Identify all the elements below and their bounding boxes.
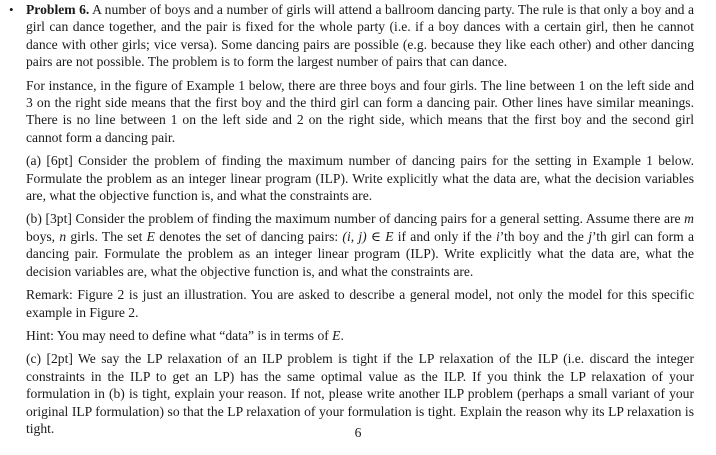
bullet-icon: • [9,2,14,17]
problem-6 [9,1,694,443]
intro-text: A number of boys and a number of girls will attend a ballroom dancing party. The rule is that only a boy and a girl can dance together, and the pair is fixed for the whole party (i.e. if a boy dances with a certain girl, then he cannot dance with other girls; vice versa). Some dancing pairs are possible (e.g. because they like each other) and other dancing pairs are not possible. The problem is to form the largest number of pairs that can dance. [26,2,694,70]
text: ’th girl can form a dancing pair. Formulate the problem as an integer linear program (ILP). Write explicitly what the data are, what the decision variables are, what the objective function is, and what the constraints are. [26,228,694,279]
part-b [26,210,694,280]
remark: Remark: Figure 2 is just an illustration. You are asked to describe a general model, not only the model for this specific example in Figure 2. [26,287,694,320]
part-c: (c) [2pt] We say the LP relaxation of an ILP problem is tight if the LP relaxation of the ILP (i.e. discard the integer constraints in the ILP to get an LP) has the same optimal value as the ILP. If you think the LP relaxation of your formulation in (b) is tight, explain your reason. If not, please write another ILP problem (perhaps a small variant of your original ILP formulation) so that the LP relaxation of your formulation is tight. Explain the reason why its LP relaxation is tight. [26,351,694,436]
math-E: E [146,228,155,244]
text: boys, [26,228,60,244]
text: denotes the set of dancing pairs: [154,228,343,244]
text: girls. The set [66,228,147,244]
problem-intro [9,1,694,71]
text: if and only if the [393,228,496,244]
example-paragraph: For instance, in the figure of Example 1 below, there are three boys and four girls. The line between 1 on the left side and 3 on the right side means that the first boy and the third girl can form a dancing pair. Other lines have similar meanings. There is no line between 1 on the left side and 2 on the right side, which means that the first boy and the second girl cannot form a dancing pair. [26,77,694,145]
math-n: n [59,228,67,244]
math-j: j [588,228,592,244]
page-number: 6 [354,425,362,440]
text: . [340,327,344,343]
hint [26,327,694,344]
part-a: (a) [6pt] Consider the problem of finding the maximum number of dancing pairs for the setting in Example 1 below. Formulate the problem as an integer linear program (ILP). Write explicitly what the data are, what the decision variables are, what the objective function is, and what the constraints are. [26,153,694,204]
math-E: E [332,327,341,343]
math-m: m [684,211,694,227]
math-pair: (i, j) ∈ E [342,228,394,244]
math-i: i [495,228,500,244]
problem-title: Problem 6. [26,2,90,17]
text: Hint: You may need to define what “data” is in terms of [26,327,333,343]
text: ’th boy and the [499,228,589,244]
text: (b) [3pt] Consider the problem of finding the maximum number of dancing pairs for a general setting. Assume there are [26,211,685,227]
